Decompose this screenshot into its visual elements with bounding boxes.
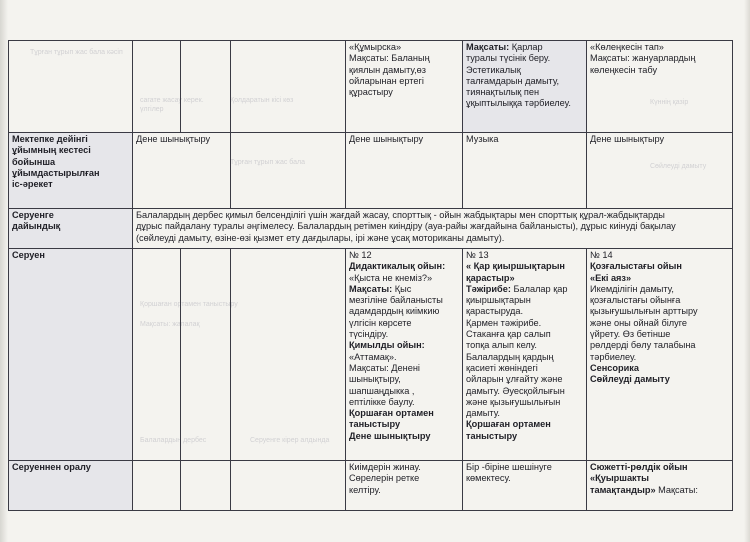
role-play-title: тамақтандыр» [590, 484, 656, 495]
bleed-through-text: Серуенге кірер алдында [250, 437, 330, 444]
return-cell [346, 461, 463, 511]
bleed-through-text: сагате жасау керек. үлгілер [140, 97, 204, 113]
role-play-title: «Қуыршакты [590, 473, 649, 484]
observation-title: « Қар қиыршықтарын [466, 261, 565, 272]
goal-line: ұқыптылыққа тәрбиелеу. [466, 98, 571, 109]
activity-line: қиялын дамыту,өз [349, 64, 426, 75]
didactic-game-name: «Қыста не кнемiз?» [349, 272, 433, 283]
integration-label: таныстыру [349, 419, 401, 430]
bleed-through-text: Тұрған тұрып жас бала кәсіп [30, 49, 123, 56]
observation-title: қарастыр» [466, 272, 515, 283]
bleed-through-text: Мақсаты: жапалақ [140, 321, 200, 328]
row-header-walk-prep [9, 209, 133, 249]
table-row-schedule [9, 133, 733, 209]
walk-cell-12 [346, 249, 463, 461]
text-line: дамыту. [466, 408, 500, 419]
goal-label: Мақсаты: [466, 42, 510, 52]
activity-line: Мақсаты: Баланың [349, 53, 430, 64]
role-play-cell [587, 461, 733, 511]
text-line: Киімдерін жинау. [349, 462, 421, 472]
header-line: ұйымдастырылған [12, 167, 100, 178]
shadow-game-cell [587, 41, 733, 133]
text-line: (сөйлеуді дамыту, өзіне-өзі қызмет ету дағдылары, ірі және ұсақ моториканы дамыту). [136, 232, 505, 243]
kumyrska-activity-cell [346, 41, 463, 133]
integration-label: Сөйлеуді дамыту [590, 374, 670, 385]
text-line: дұрыс пайдалану туралы әңгімелесу. Балалардың ретімен киіндіру (ауа-райы жағдайына байланысты), дұрыс киінуді бақылау [136, 221, 676, 232]
table-cell-empty [9, 41, 133, 133]
didactic-game-title: Дидактикалық ойын: [349, 261, 446, 272]
goal-text: Мақсаты: [655, 484, 698, 495]
table-cell-empty [133, 461, 181, 511]
text-line: топқа алып келу. [466, 340, 537, 351]
goal-line: шынықтыру, [349, 374, 401, 385]
text-line: қасиеті жөніндегі [466, 362, 538, 373]
snow-goal-cell [463, 41, 587, 133]
text-line: Сөрелерін ретке [349, 473, 420, 484]
text-line: рөлдерді бөлу талабына [590, 340, 696, 351]
table-cell-empty [231, 461, 346, 511]
text-line: Балалардың дербес қимыл белсенділігі үшін жағдай жасау, спорттық - ойын жабдықтары мен спорттық құрал-жабдықтарды [136, 210, 665, 220]
text-line: Балалардың қардың [466, 351, 554, 362]
text-line: Икемділігін дамыту, [590, 283, 674, 294]
text-line: қиыршықтарын [466, 295, 531, 306]
header-line: іс-әрекет [12, 179, 53, 190]
page-left-edge [0, 0, 8, 542]
table-cell-empty [133, 249, 181, 461]
goal-line: талғамдарын дамыту, [466, 75, 560, 86]
integration-label: Дене шынықтыру [349, 430, 431, 441]
header-line: дайындық [12, 221, 61, 232]
integration-label: таныстыру [466, 430, 518, 441]
integration-label: Қоршаған ортамен [466, 419, 551, 430]
goal-line: шапшаңдыкка , [349, 385, 415, 396]
text-line: үйрету. Өз бетінше [590, 329, 671, 340]
text-line: келтіру. [349, 484, 381, 495]
experiment-label: Тәжірибе: [466, 283, 511, 294]
row-header-schedule [9, 133, 133, 209]
goal-line: тиянақтылық пен [466, 87, 540, 98]
text-line: және қызығушылығын [466, 396, 561, 407]
activity-line: ойларынан ертегі [349, 75, 424, 86]
goal-text: Қарлар [509, 42, 543, 52]
schedule-cell-empty [231, 133, 346, 209]
activity-line: көлеңкесін табу [590, 64, 658, 75]
role-play-title: Сюжетті-рөлдік ойын [590, 462, 688, 472]
outdoor-game-title: Қозғалыстағы ойын [590, 261, 682, 272]
text-line: көмектесу. [466, 473, 511, 484]
integration-label: Сенсорика [590, 362, 639, 373]
text-line: қозғалыстағы ойынға [590, 295, 681, 306]
row-header-walk: Серуен [9, 249, 133, 461]
goal-line: Мақсаты: Денені [349, 362, 420, 373]
page-right-shadow [744, 0, 750, 542]
goal-text: Қыс [392, 283, 412, 294]
table-row-walk-prep [9, 209, 733, 249]
goal-label: Мақсаты: [349, 283, 393, 294]
header-line: ұйымның кестесі [12, 145, 91, 156]
walk-cell-13 [463, 249, 587, 461]
walk-cell-14 [587, 249, 733, 461]
text-line: Стаканға қар салып [466, 329, 551, 340]
header-line: Мектепке дейінгі [12, 134, 88, 144]
table-row-walk [9, 249, 733, 461]
bleed-through-text: Тұрған тұрып жас бала [230, 159, 306, 166]
bleed-through-text: Күннің қазір [650, 99, 689, 106]
experiment-text: Балалар қар [510, 283, 568, 294]
table-cell-empty [181, 249, 231, 461]
schedule-cell: Дене шынықтыру [133, 133, 231, 209]
table-cell-empty [181, 461, 231, 511]
text-line: тәрбиелеу. [590, 351, 637, 362]
outdoor-game-title: «Екі аяз» [590, 272, 632, 283]
text-line: дамыту. Әуесқойлығын [466, 385, 565, 396]
table-row-return [9, 461, 733, 511]
goal-line: түсіндіру. [349, 329, 389, 340]
move-game-title: Қимылды ойын: [349, 340, 425, 351]
activity-line: Мақсаты: жануарлардың [590, 53, 696, 64]
text-line: қызығушылығын арттыру [590, 306, 698, 317]
table-cell-empty [231, 41, 346, 133]
bleed-through-text: Қолдаратын кісі көз [230, 97, 294, 104]
header-line: Серуенге [12, 210, 54, 220]
return-cell [463, 461, 587, 511]
goal-line: адамдардың киімкию [349, 306, 440, 317]
text-line: Бір -біріне шешінуге [466, 462, 552, 472]
goal-line: ептілікке баулу. [349, 396, 415, 407]
text-line: ойларын ұлғайту және [466, 374, 563, 385]
table-cell-empty [231, 249, 346, 461]
activity-line: «Көлеңкесін тап» [590, 42, 664, 52]
walk-number: № 14 [590, 250, 613, 260]
walk-prep-text [133, 209, 733, 249]
schedule-cell: Дене шынықтыру [346, 133, 463, 209]
header-line: бойынша [12, 156, 56, 167]
walk-number: № 12 [349, 250, 372, 260]
integration-label: Қоршаған ортамен [349, 408, 434, 419]
text-line: қарастыруда. [466, 306, 524, 317]
move-game-name: «Аттамақ». [349, 351, 397, 362]
table-cell-empty [181, 41, 231, 133]
text-line: және оны ойнай білуге [590, 317, 687, 328]
bleed-through-text: Балалардың дербес [140, 437, 207, 444]
activity-line: «Құмырска» [349, 42, 402, 52]
goal-line: үлгісін көрсете [349, 317, 412, 328]
activity-line: құрастыру [349, 87, 393, 98]
row-header-return: Серуеннен оралу [9, 461, 133, 511]
text-line: Қармен тәжірибе. [466, 317, 542, 328]
schedule-cell: Дене шынықтыру [587, 133, 733, 209]
table-row-top [9, 41, 733, 133]
goal-line: туралы түсінік беру. [466, 53, 551, 64]
table-cell-empty [133, 41, 181, 133]
goal-line: Эстетикалық [466, 64, 521, 75]
daily-plan-table [8, 40, 733, 511]
schedule-cell: Музыка [463, 133, 587, 209]
bleed-through-text: Қоршаған ортамен таныстыру [140, 301, 238, 308]
walk-number: № 13 [466, 250, 489, 260]
goal-line: мезгіліне байланысты [349, 295, 443, 306]
bleed-through-text: Сөйлеуді дамыту [650, 163, 707, 170]
